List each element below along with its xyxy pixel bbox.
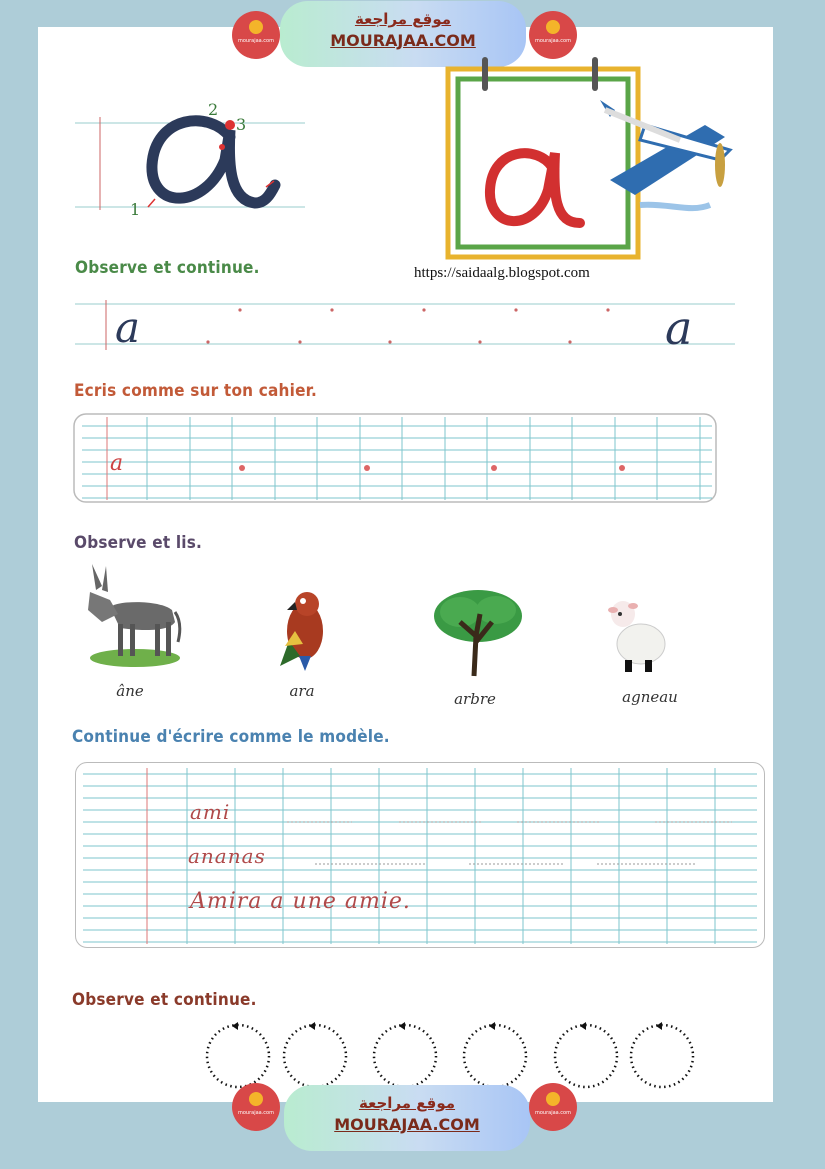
model-word-ami: ami — [190, 800, 231, 824]
writing-box-1 — [72, 412, 720, 504]
letter-frame-illustration — [440, 55, 740, 265]
svg-text:a: a — [665, 301, 693, 354]
word-arbre: arbre — [454, 690, 496, 708]
heading-ecris: Ecris comme sur ton cahier. — [74, 381, 317, 401]
heading-continue-ecrire: Continue d'écrire comme le modèle. — [72, 727, 390, 747]
stroke-number-2: 2 — [208, 100, 219, 119]
letter-stroke-model — [70, 95, 310, 225]
parrot-image — [275, 586, 335, 672]
brand-arabic: موقع مراجعة — [354, 10, 452, 28]
brand-badge-right-top: mourajaa.com — [529, 11, 577, 59]
model-sentence: Amira a une amie. — [190, 889, 411, 914]
donkey-image — [80, 562, 185, 670]
brand-latin: MOURAJAA.COM — [330, 31, 476, 50]
stroke-number-3: 3 — [236, 115, 247, 134]
stroke-number-1: 1 — [130, 200, 141, 219]
model-word-ananas: ananas — [188, 844, 266, 868]
word-ane: âne — [116, 682, 144, 700]
brand-banner-bottom[interactable] — [284, 1085, 530, 1151]
svg-text:a: a — [115, 303, 141, 352]
writing-grid-2 — [77, 764, 762, 946]
word-agneau: agneau — [622, 688, 678, 706]
heading-observe-continue-2: Observe et continue. — [72, 990, 257, 1010]
brand-latin-bottom: MOURAJAA.COM — [334, 1115, 480, 1134]
word-ara: ara — [289, 682, 315, 700]
brand-arabic-bottom: موقع مراجعة — [358, 1094, 456, 1112]
brand-badge-right-bottom: mourajaa.com — [529, 1083, 577, 1131]
brand-badge-left-top: mourajaa.com — [232, 11, 280, 59]
svg-text:a: a — [110, 451, 124, 476]
source-url[interactable]: https://saidaalg.blogspot.com — [414, 265, 590, 281]
tree-image — [430, 584, 525, 680]
heading-observe-lis: Observe et lis. — [74, 533, 203, 553]
brand-badge-left-bottom: mourajaa.com — [232, 1083, 280, 1131]
lamb-image — [605, 594, 670, 676]
heading-observe-continue: Observe et continue. — [75, 258, 260, 278]
tracing-line-a — [70, 292, 740, 354]
